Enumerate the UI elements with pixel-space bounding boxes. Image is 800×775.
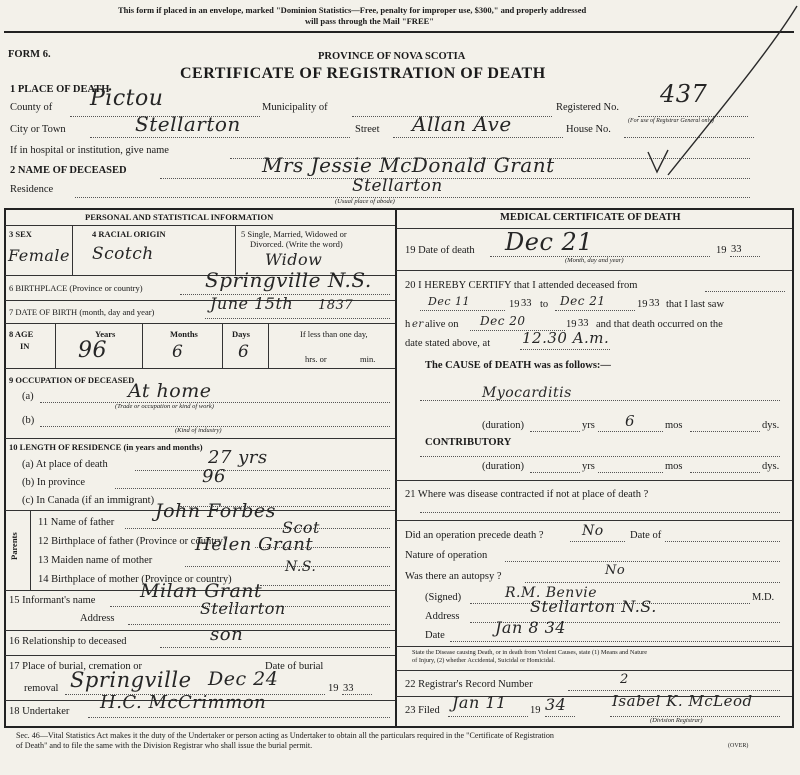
contrib-yrs-label: yrs — [582, 461, 595, 472]
burial-removal-label: removal — [24, 683, 59, 694]
mother-name-label: 13 Maiden name of mother — [38, 555, 153, 566]
autopsy-value: No — [605, 563, 626, 578]
residence-label: Residence — [10, 184, 54, 195]
mother-birthplace-value: N.S. — [285, 559, 317, 575]
deceased-name-value: Mrs Jessie McDonald Grant — [262, 153, 555, 177]
contributory-label: CONTRIBUTORY — [425, 437, 512, 448]
registered-no-label: Registered No. — [556, 102, 619, 113]
contrib-dys-label: dys. — [762, 461, 780, 472]
hospital-label: If in hospital or institution, give name — [10, 145, 169, 156]
violent-note-2: of Injury, (2) whether Accidental, Suicidal or Homicidal. — [412, 657, 555, 664]
informant-label: 15 Informant's name — [9, 595, 96, 606]
medical-date-value: Jan 8 34 — [495, 618, 566, 637]
signed-value: R.M. Benvie — [505, 585, 597, 601]
date-stated-label: date stated above, at — [405, 338, 491, 349]
alive-year: 33 — [578, 318, 589, 329]
birthplace-value: Springville N.S. — [205, 268, 372, 292]
deceased-name-label: 2 NAME OF DECEASED — [10, 165, 127, 176]
father-birthplace-value: Scot — [282, 518, 320, 537]
alive-on-value: Dec 20 — [480, 314, 526, 328]
occ-a-note: (Trade or occupation or kind of work) — [115, 403, 214, 410]
years-label: Years — [95, 329, 116, 339]
contrib-duration-label: (duration) — [482, 461, 524, 472]
birthplace-label: 6 BIRTHPLACE (Province or country) — [9, 283, 143, 293]
certify-label: 20 I HEREBY CERTIFY that I attended deceased from — [405, 280, 638, 291]
death-year-value: 33 — [731, 244, 742, 255]
occupation-label: 9 OCCUPATION OF DECEASED — [9, 375, 135, 385]
registered-no-value: 437 — [660, 80, 708, 108]
record-number-label: 22 Registrar's Record Number — [405, 679, 533, 690]
time-value: 12.30 A.m. — [522, 329, 610, 347]
personal-header: PERSONAL AND STATISTICAL INFORMATION — [85, 212, 274, 222]
mother-birthplace-label: 14 Birthplace of mother (Province or country) — [38, 574, 232, 585]
father-name-label: 11 Name of father — [38, 517, 115, 528]
less-than-day-label: If less than one day, — [300, 329, 368, 339]
operation-value: No — [582, 523, 604, 539]
to-label: to — [540, 299, 549, 310]
informant-address-label: Address — [80, 613, 115, 624]
death-date-label: 19 Date of death — [405, 245, 475, 256]
medical-address-label: Address — [425, 611, 460, 622]
days-value: 6 — [238, 342, 250, 362]
months-label: Months — [170, 329, 198, 339]
cause-duration-mos: 6 — [625, 412, 636, 430]
res-c-label: (c) In Canada (if an immigrant) — [22, 495, 155, 506]
medical-header: MEDICAL CERTIFICATE OF DEATH — [500, 212, 681, 223]
record-number-value: 2 — [620, 672, 629, 687]
mother-name-value: Helen Grant — [195, 534, 314, 555]
cause-yrs-label: yrs — [582, 420, 595, 431]
years-value: 96 — [78, 338, 107, 363]
relationship-value: son — [210, 624, 244, 645]
footer-line1: Sec. 46—Vital Statistics Act makes it the duty of the Undertaker or person acting as Undertaker to obtain all the particulars required in the "Certificate of Registration — [16, 731, 554, 740]
age-in-label: IN — [20, 341, 30, 351]
operation-nature-label: Nature of operation — [405, 550, 488, 561]
violent-note-1: State the Disease causing Death, or in death from Violent Causes, state (1) Means and Nature — [412, 649, 648, 656]
md-label: M.D. — [752, 592, 775, 603]
burial-date-value: Dec 24 — [208, 668, 279, 690]
cause-duration-label: (duration) — [482, 420, 524, 431]
dob-month-day: June 15th — [210, 294, 294, 313]
operation-date-label: Date of — [630, 530, 662, 541]
cause-value: Myocarditis — [482, 385, 572, 401]
province: PROVINCE OF NOVA SCOTIA — [318, 51, 466, 62]
registrar-signature: Isabel K. McLeod — [612, 692, 753, 710]
undertaker-label: 18 Undertaker — [9, 706, 70, 717]
page-title: CERTIFICATE OF REGISTRATION OF DEATH — [180, 65, 546, 82]
city-label: City or Town — [10, 124, 66, 135]
res-b-label: (b) In province — [22, 477, 85, 488]
county-value: Pictou — [90, 86, 164, 111]
min-label: min. — [360, 354, 376, 364]
house-no-label: House No. — [566, 124, 611, 135]
county-label: County of — [10, 102, 53, 113]
cause-dys-label: dys. — [762, 420, 780, 431]
parents-label: Parents — [9, 532, 19, 560]
cause-mos-label: mos — [665, 420, 683, 431]
dob-label: 7 DATE OF BIRTH (month, day and year) — [9, 307, 155, 317]
occ-b-note: (Kind of industry) — [175, 427, 222, 434]
attended-to-year-prefix: 19 — [637, 299, 648, 310]
top-notice-line2: will pass through the Mail "FREE" — [305, 16, 435, 26]
burial-year-value: 33 — [343, 683, 354, 694]
occ-a-value: At home — [128, 380, 212, 402]
father-birthplace-label: 12 Birthplace of father (Province or country) — [38, 536, 227, 547]
dob-year: 1837 — [318, 298, 354, 313]
attended-from-year: 33 — [521, 298, 532, 309]
registered-note: (For use of Registrar General only) — [628, 118, 714, 124]
months-value: 6 — [172, 342, 184, 362]
municipality-label: Municipality of — [262, 102, 328, 113]
attended-to-year: 33 — [649, 298, 660, 309]
top-notice-line1: This form if placed in an envelope, marked "Dominion Statistics—Free, penalty for improper use, $300," and properly addressed — [118, 5, 587, 15]
death-date-value: Dec 21 — [505, 228, 594, 256]
filed-value: Jan 11 — [452, 693, 507, 712]
street-label: Street — [355, 124, 380, 135]
occ-b-label: (b) — [22, 415, 35, 426]
sex-label: 3 SEX — [9, 229, 32, 239]
racial-origin-label: 4 RACIAL ORIGIN — [92, 229, 166, 239]
res-a-value: 27 yrs — [208, 447, 268, 468]
hrs-label: hrs. or — [305, 354, 327, 364]
registrar-note: (Division Registrar) — [650, 717, 703, 724]
marital-value: Widow — [265, 250, 323, 269]
attended-to-value: Dec 21 — [560, 294, 606, 308]
filed-year-prefix: 19 — [530, 705, 541, 716]
residence-value: Stellarton — [352, 176, 443, 196]
attended-from-year-prefix: 19 — [509, 299, 520, 310]
cause-label: The CAUSE of DEATH was as follows:— — [425, 360, 611, 371]
marital-label-1: 5 Single, Married, Widowed or — [241, 229, 347, 239]
burial-place-value: Springville — [70, 668, 192, 692]
burial-label: 17 Place of burial, cremation or — [9, 661, 142, 672]
filed-year-value: 34 — [545, 695, 567, 714]
h-label: h — [405, 319, 411, 330]
and-death-label: and that death occurred on the — [596, 319, 723, 330]
medical-address-value: Stellarton N.S. — [530, 597, 657, 616]
street-value: Allan Ave — [412, 112, 512, 136]
marital-label-2: Divorced. (Write the word) — [250, 239, 343, 249]
occ-a-label: (a) — [22, 391, 34, 402]
place-of-death-label: 1 PLACE OF DEATH — [10, 84, 110, 95]
operation-label: Did an operation precede death ? — [405, 530, 544, 541]
her-value: er — [412, 319, 424, 330]
alive-year-prefix: 19 — [566, 319, 577, 330]
alive-on-label: alive on — [425, 319, 459, 330]
medical-date-label: Date — [425, 630, 445, 641]
age-label: 8 AGE — [9, 329, 34, 339]
informant-value: Milan Grant — [140, 580, 263, 602]
disease-contracted-label: 21 Where was disease contracted if not at place of death ? — [405, 489, 649, 500]
contrib-mos-label: mos — [665, 461, 683, 472]
filed-label: 23 Filed — [405, 705, 440, 716]
burial-year-prefix: 19 — [328, 683, 339, 694]
days-label: Days — [232, 329, 250, 339]
form-number: FORM 6. — [8, 49, 51, 60]
father-name-value: John Forbes — [155, 500, 276, 522]
relationship-label: 16 Relationship to deceased — [9, 636, 127, 647]
footer-over: (OVER) — [728, 743, 749, 749]
death-year-prefix: 19 — [716, 245, 727, 256]
informant-address-value: Stellarton — [200, 599, 286, 618]
res-b-value: 96 — [202, 466, 226, 487]
footer-line2: of Death" and to file the same with the Division Registrar who shall issue the burial permit. — [16, 741, 313, 750]
res-a-label: (a) At place of death — [22, 459, 108, 470]
autopsy-label: Was there an autopsy ? — [405, 571, 502, 582]
sex-value: Female — [8, 246, 70, 265]
residence-note: (Usual place of abode) — [335, 198, 395, 205]
attended-from-value: Dec 11 — [428, 295, 470, 308]
residence-length-label: 10 LENGTH OF RESIDENCE (in years and months) — [9, 442, 203, 452]
last-saw-label: that I last saw — [666, 299, 725, 310]
racial-origin-value: Scotch — [92, 244, 154, 264]
signed-label: (Signed) — [425, 592, 462, 603]
city-value: Stellarton — [135, 112, 241, 136]
undertaker-value: H.C. McCrimmon — [100, 692, 267, 713]
burial-date-label: Date of burial — [265, 661, 324, 672]
death-date-note: (Month, day and year) — [565, 257, 624, 264]
